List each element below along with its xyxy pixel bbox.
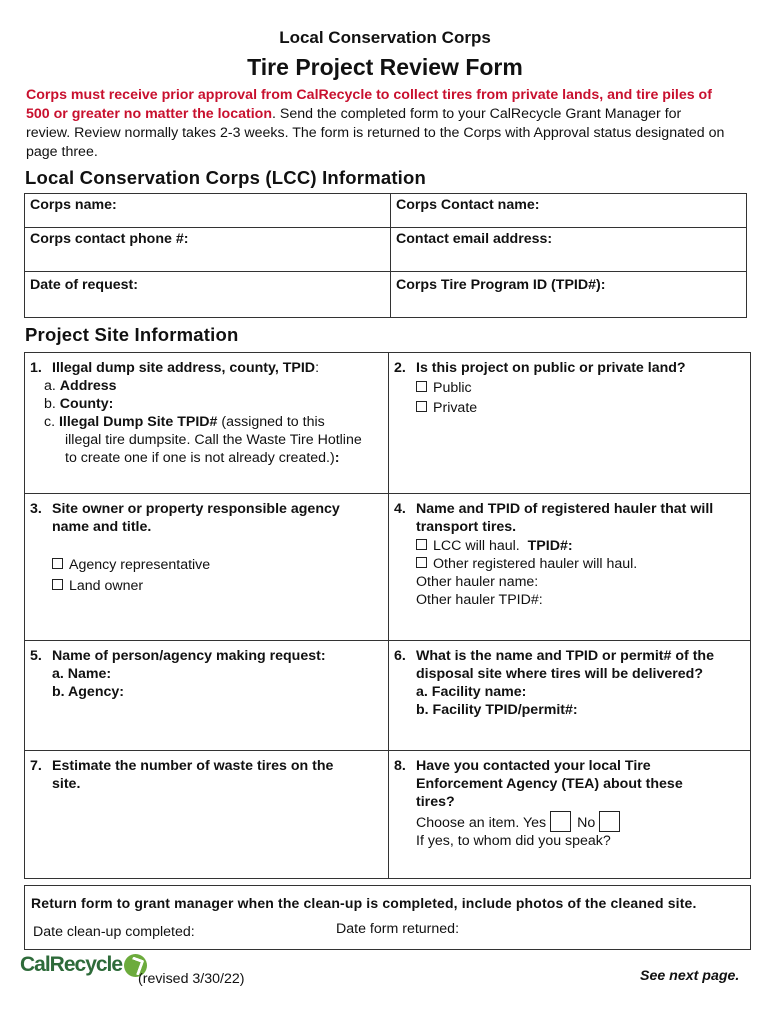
q1-county-label: County: [59,396,114,412]
other-hauler-checkbox[interactable] [416,557,427,568]
q6-number: 6. [394,648,406,664]
agency-rep-label: Agency representative [69,557,211,573]
lcc-haul-checkbox[interactable] [416,539,427,550]
q5-title: Name of person/agency making request: [52,648,326,664]
date-cleanup-field[interactable]: Date clean-up completed: [33,924,195,940]
public-checkbox[interactable] [416,381,427,392]
q8-title-2: Enforcement Agency (TEA) about these [416,776,683,792]
calrecycle-logo [20,953,147,977]
q3-title: Site owner or property responsible agency [52,501,340,517]
q2-title: Is this project on public or private land? [416,360,686,376]
facility-name-field[interactable]: a. Facility name: [416,684,527,700]
q5-cell[interactable] [25,641,389,751]
corps-tpid-field[interactable]: Corps Tire Program ID (TPID#): [391,272,747,318]
date-returned-field[interactable]: Date form returned: [336,921,460,937]
intro-paragraph [26,86,726,162]
revised-date: (revised 3/30/22) [138,971,245,987]
q3-title-2: name and title. [52,519,152,535]
q4-title-2: transport tires. [416,519,517,535]
logo-text: CalRecycle [20,953,123,976]
q1-address-label: Address [59,378,117,394]
q6-title-2: disposal site where tires will be delivered? [416,666,704,682]
org-title: Local Conservation Corps [279,28,491,47]
intro-warning: Corps must receive prior approval from CalRecycle to collect tires from private lands, and tire piles of 500 or greater no matter the location [26,87,712,122]
q6-cell[interactable] [389,641,751,751]
corps-name-field[interactable]: Corps name: [25,194,391,228]
q3-number: 3. [30,501,42,517]
q8-title-3: tires? [416,794,455,810]
q8-cell[interactable] [389,751,751,879]
yes-label: Yes [523,815,547,831]
land-owner-checkbox[interactable] [52,579,63,590]
lcc-table [24,193,747,318]
q1-cell[interactable] [25,353,389,494]
private-checkbox[interactable] [416,401,427,412]
lcc-haul-label: LCC will haul. [433,538,520,554]
q7-cell[interactable] [25,751,389,879]
no-label: No [577,815,596,831]
q5-number: 5. [30,648,42,664]
intro-text: . Send the completed form to your CalRecycle Grant Manager for review. Review normally takes 2-3 weeks. The form is returned to the Corps with Approval status designated on page three. [26,106,725,160]
q2-cell[interactable] [389,353,751,494]
q7-number: 7. [30,758,42,774]
private-label: Private [433,400,478,416]
q5-name-field[interactable]: a. Name: [52,666,112,682]
q2-number: 2. [394,360,406,376]
q1-tpid-note-end: : [334,450,340,466]
q7-title-2: site. [52,776,81,792]
q1-title-suffix: : [315,360,320,376]
contact-email-field[interactable]: Contact email address: [391,228,747,272]
q3-cell[interactable] [25,494,389,641]
lcc-heading: Local Conservation Corps (LCC) Information [25,167,427,188]
q1-tpid-note: (assigned to this [217,414,325,430]
land-owner-label: Land owner [69,578,144,594]
form-title: Tire Project Review Form [247,54,523,80]
spoke-with-field[interactable]: If yes, to whom did you speak? [416,833,611,849]
see-next-page: See next page. [640,968,740,984]
q7-title: Estimate the number of waste tires on the [52,758,334,774]
agency-rep-checkbox[interactable] [52,558,63,569]
q5-agency-field[interactable]: b. Agency: [52,684,124,700]
q8-title: Have you contacted your local Tire [416,758,651,774]
q1-c-letter: c. [44,414,59,430]
q1-tpid-label: Illegal Dump Site TPID# [58,414,218,430]
q1-a-letter: a. [44,378,60,394]
other-hauler-tpid-field[interactable]: Other hauler TPID#: [416,592,543,608]
return-box [24,885,751,950]
project-heading: Project Site Information [25,324,239,345]
q1-number: 1. [30,360,42,376]
choose-item-dropdown[interactable]: Choose an item. [416,815,520,831]
q1-title: Illegal dump site address, county, TPID [52,360,316,376]
q8-number: 8. [394,758,406,774]
date-of-request-field[interactable]: Date of request: [25,272,391,318]
facility-tpid-field[interactable]: b. Facility TPID/permit#: [416,702,578,718]
lcc-haul-tpid: TPID#: [527,538,573,554]
q4-title: Name and TPID of registered hauler that will [416,501,714,517]
q4-number: 4. [394,501,406,517]
corps-contact-name-field[interactable]: Corps Contact name: [391,194,747,228]
q4-cell[interactable] [389,494,751,641]
other-hauler-label: Other registered hauler will haul. [433,556,638,572]
project-table [24,352,751,879]
q1-tpid-note-2: illegal tire dumpsite. Call the Waste Tire Hotline [65,432,362,448]
q1-tpid-note-3: to create one if one is not already created.) [65,450,335,466]
other-hauler-name-field[interactable]: Other hauler name: [416,574,539,590]
yes-checkbox[interactable] [550,811,571,832]
no-checkbox[interactable] [599,811,620,832]
return-instruction: Return form to grant manager when the clean-up is completed, include photos of the cleaned site. [31,895,697,911]
q1-b-letter: b. [44,396,60,412]
q6-title: What is the name and TPID or permit# of the [416,648,714,664]
public-label: Public [433,380,472,396]
corps-contact-phone-field[interactable]: Corps contact phone #: [25,228,391,272]
